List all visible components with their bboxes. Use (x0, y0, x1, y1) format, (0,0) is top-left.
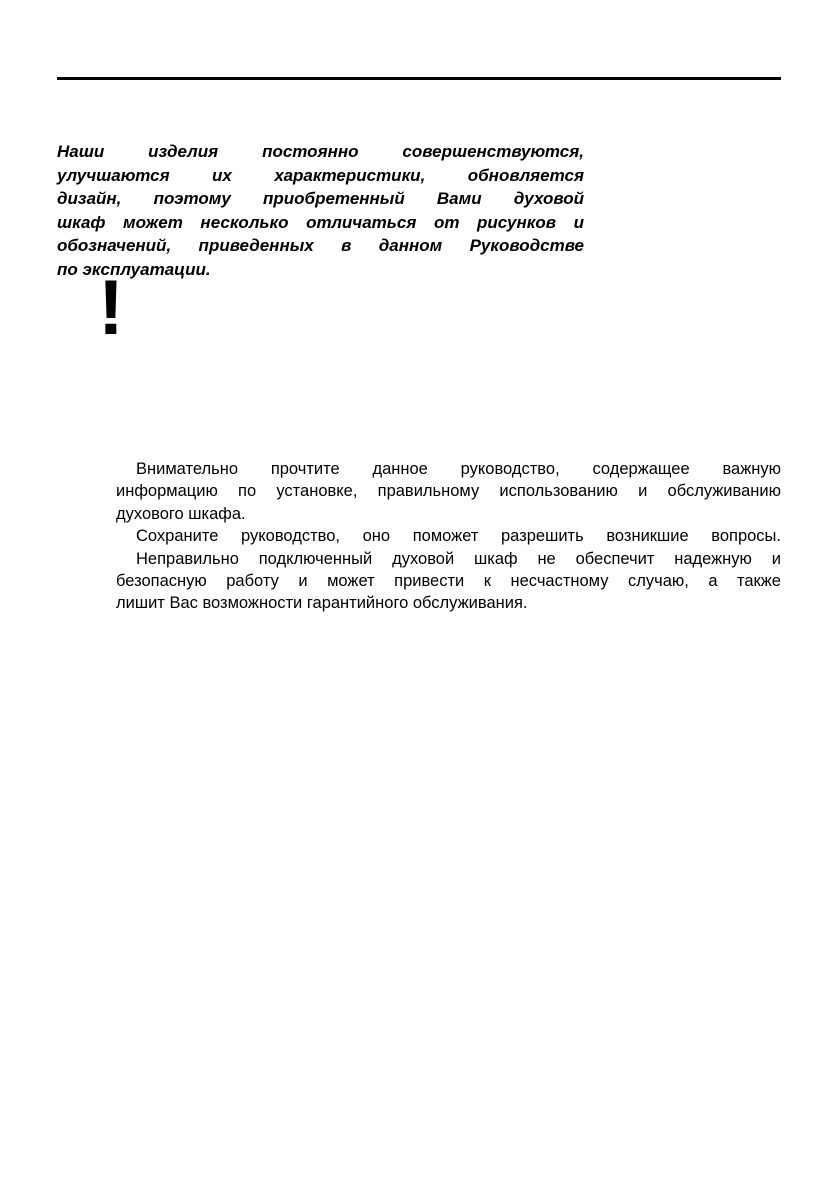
instruction-line: информацию по установке, правильному использованию и обслуживанию (116, 482, 781, 501)
notice-line: шкаф может несколько отличаться от рисунков и (57, 212, 584, 232)
instruction-line: Внимательно прочтите данное руководство, содержащее важную (136, 460, 781, 478)
product-update-notice (57, 140, 584, 281)
header-rule (57, 77, 781, 80)
manual-instructions (116, 458, 781, 615)
instruction-line: Неправильно подключенный духовой шкаф не обеспечит надежную и (136, 549, 781, 568)
instruction-line: Сохраните руководство, оно поможет разрешить возникшие вопросы. (136, 527, 781, 546)
notice-line: Наши изделия постоянно совершенствуются, (57, 142, 584, 161)
instruction-line: лишит Вас возможности гарантийного обслуживания. (116, 594, 528, 613)
notice-line: улучшаются их характеристики, обновляется (57, 165, 584, 185)
notice-line: по эксплуатации. (57, 259, 211, 279)
notice-line: дизайн, поэтому приобретенный Вами духовой (57, 189, 584, 208)
notice-line: обозначений, приведенных в данном Руководстве (57, 236, 584, 255)
exclamation-warning-icon: ! (98, 263, 124, 351)
instruction-line: духового шкафа. (116, 504, 246, 523)
instruction-line: безопасную работу и может привести к несчастному случаю, а также (116, 571, 781, 590)
